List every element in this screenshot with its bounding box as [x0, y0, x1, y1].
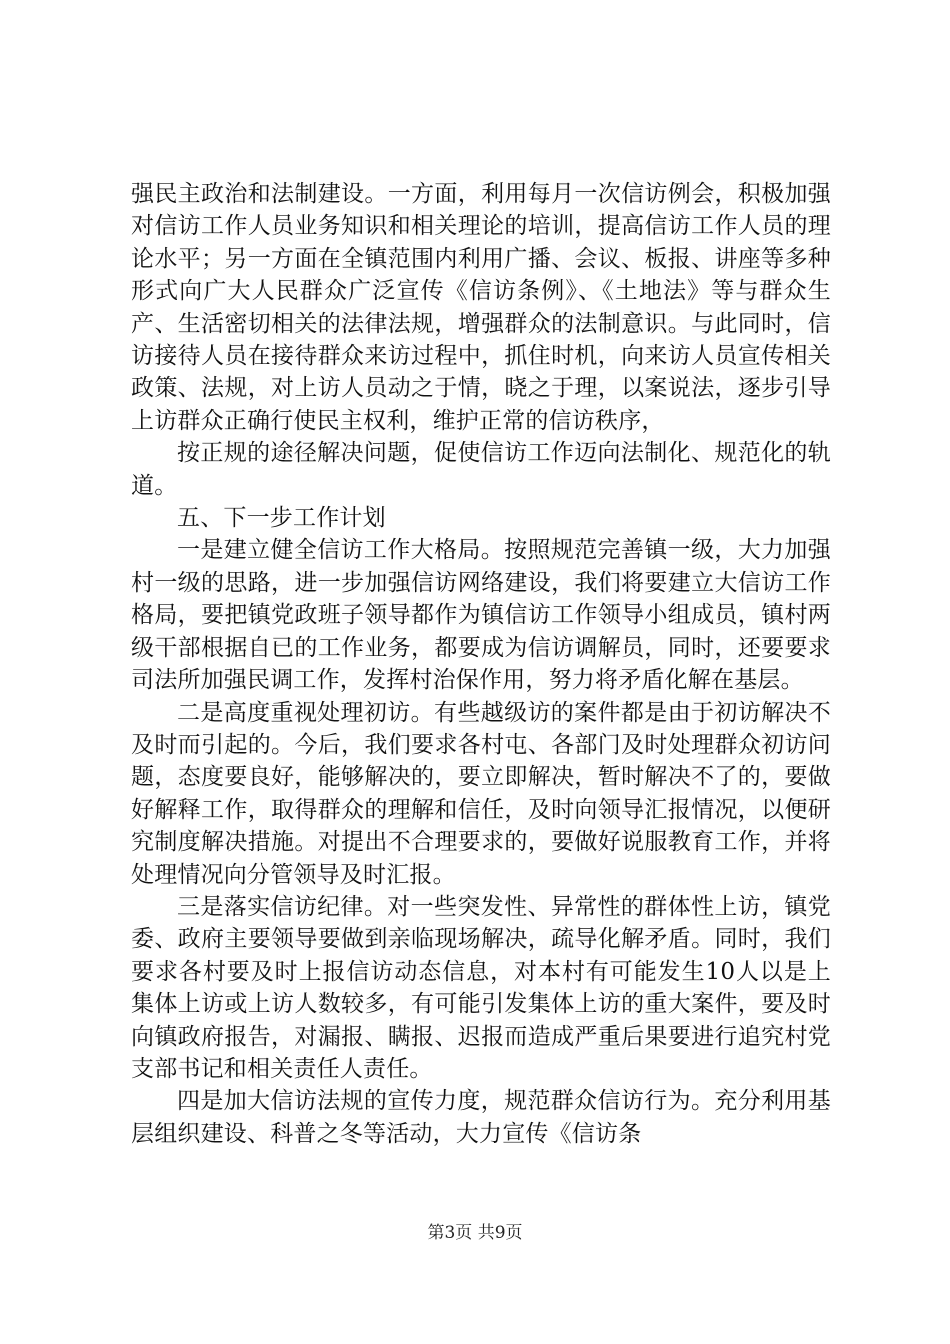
paragraph-4: 二是高度重视处理初访。有些越级访的案件都是由于初访解决不及时而引起的。今后，我们要求各村屯、各部门及时处理群众初访问题，态度要良好，能够解决的，要立即解决，暂时解决不了的，要做好解释工作，取得群众的理解和信任，及时向领导汇报情况，以便研究制度解决措施。对提出不合理要求的，要做好说服教育工作，并将处理情况向分管领导及时汇报。 [131, 699, 831, 888]
paragraph-3: 一是建立健全信访工作大格局。按照规范完善镇一级，大力加强村一级的思路，进一步加强信访网络建设，我们将要建立大信访工作格局，要把镇党政班子领导都作为镇信访工作领导小组成员，镇村两级干部根据自已的工作业务，都要成为信访调解员，同时，还要要求司法所加强民调工作，发挥村治保作用，努力将矛盾化解在基层。 [131, 537, 831, 694]
paragraph-5: 三是落实信访纪律。对一些突发性、异常性的群体性上访，镇党委、政府主要领导要做到亲临现场解决，疏导化解矛盾。同时，我们要求各村要及时上报信访动态信息，对本村有可能发生10人以是上集体上访或上访人数较多，有可能引发集体上访的重大案件，要及时向镇政府报告，对漏报、瞒报、迟报而造成严重后果要进行追究村党支部书记和相关责任人责任。 [131, 893, 831, 1082]
page-number-footer: 第3页 共9页 [427, 1223, 523, 1243]
document-body [131, 178, 831, 1150]
paragraph-6: 四是加大信访法规的宣传力度，规范群众信访行为。充分利用基层组织建设、科普之冬等活动，大力宣传《信访条 [131, 1088, 831, 1147]
paragraph-1: 强民主政治和法制建设。一方面，利用每月一次信访例会，积极加强对信访工作人员业务知识和相关理论的培训，提高信访工作人员的理论水平；另一方面在全镇范围内利用广播、会议、板报、讲座等多种形式向广大人民群众广泛宣传《信访条例》、《土地法》等与群众生产、生活密切相关的法律法规，增强群众的法制意识。与此同时，信访接待人员在接待群众来访过程中，抓住时机，向来访人员宣传相关政策、法规，对上访人员动之于情，晓之于理，以案说法，逐步引导上访群众正确行使民主权利，维护正常的信访秩序， [131, 181, 831, 434]
paragraph-2: 按正规的途径解决问题，促使信访工作迈向法制化、规范化的轨道。 [131, 440, 831, 499]
section-heading: 五、下一步工作计划 [177, 505, 386, 532]
